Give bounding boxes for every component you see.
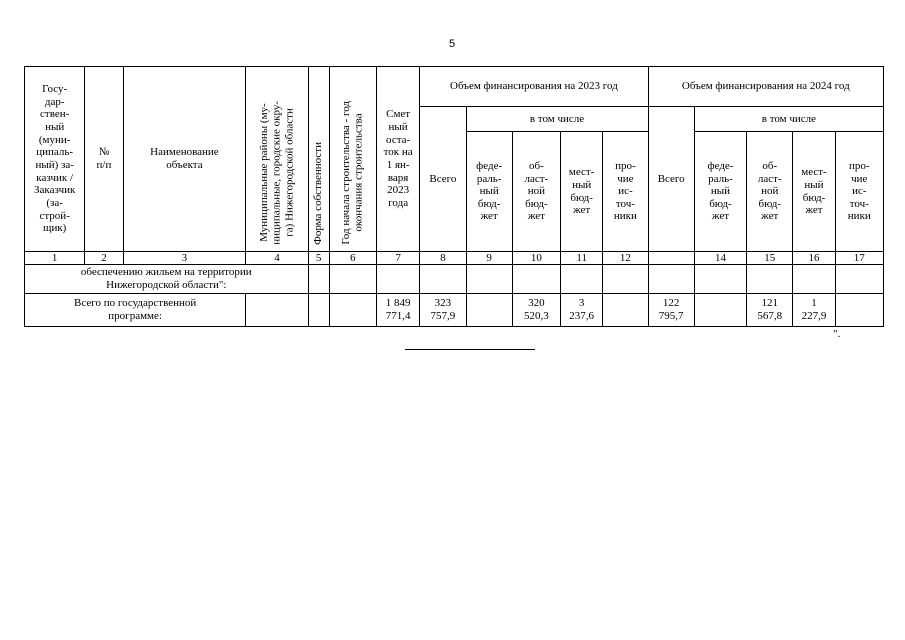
col-num: 11 [561, 252, 603, 265]
header-ownership: Форма собственности [312, 141, 325, 245]
page-number: 5 [448, 38, 456, 50]
col-num: 2 [85, 252, 123, 265]
header-incl-2024: в том числе [694, 107, 883, 132]
col-num: 16 [793, 252, 835, 265]
col-num: 14 [694, 252, 746, 265]
col-num: 5 [308, 252, 329, 265]
table-row-total [25, 294, 884, 327]
header-loc-2023: мест- ный бюд- жет [561, 132, 603, 252]
col-num: 12 [603, 252, 648, 265]
empty-cell [694, 265, 746, 294]
header-fin-2024: Объем финансирования на 2024 год [648, 67, 883, 107]
col-num: 3 [123, 252, 246, 265]
header-customer: Госу- дар- ствен- ный (муни- ципаль- ный) за- казчик / Заказчик (за- строй- щик) [25, 67, 85, 252]
header-years-cell [329, 67, 376, 252]
empty-cell [308, 294, 329, 327]
empty-cell [308, 265, 329, 294]
total-label: Всего по государственной программе: [25, 294, 246, 327]
closing-quote: ". [833, 328, 841, 340]
header-ownership-cell [308, 67, 329, 252]
total-2024: 122 795,7 [648, 294, 694, 327]
empty-cell [603, 265, 648, 294]
header-oth-2023: про- чие ис- точ- ники [603, 132, 648, 252]
header-total-2024: Всего [648, 107, 694, 252]
header-total-2023: Всего [420, 107, 466, 252]
header-districts: Муниципальные районы (му- ниципальные, городские окру- га) Нижегородской области [257, 100, 296, 245]
header-row-groups [25, 67, 884, 107]
continued-text: обеспечению жильем на территории Нижегородской области": [25, 265, 309, 294]
header-districts-cell [246, 67, 308, 252]
total-2023: 323 757,9 [420, 294, 466, 327]
col-num: 7 [377, 252, 420, 265]
empty-cell [466, 265, 512, 294]
empty-cell [512, 265, 560, 294]
col-num: 17 [835, 252, 883, 265]
header-balance: Смет ный оста- ток на 1 ян- варя 2023 года [377, 67, 420, 252]
header-oth-2024: про- чие ис- точ- ники [835, 132, 883, 252]
col-num: 9 [466, 252, 512, 265]
reg-2023: 320 520,3 [512, 294, 560, 327]
header-reg-2023: об- ласт- ной бюд- жет [512, 132, 560, 252]
header-object-name: Наименование объекта [123, 67, 246, 252]
empty-cell [246, 294, 308, 327]
empty-cell [648, 265, 694, 294]
header-fin-2023: Объем финансирования на 2023 год [420, 67, 648, 107]
header-loc-2024: мест- ный бюд- жет [793, 132, 835, 252]
empty-cell [561, 265, 603, 294]
empty-cell [835, 265, 883, 294]
fed-2023 [466, 294, 512, 327]
header-num: № п/п [85, 67, 123, 252]
col-num: 10 [512, 252, 560, 265]
empty-cell [793, 265, 835, 294]
header-years: Год начала строительства - год окончания строительства [340, 100, 365, 245]
header-incl-2023: в том числе [466, 107, 648, 132]
empty-cell [329, 294, 376, 327]
total-balance: 1 849 771,4 [377, 294, 420, 327]
header-reg-2024: об- ласт- ной бюд- жет [747, 132, 793, 252]
col-num [648, 252, 694, 265]
empty-cell [377, 265, 420, 294]
col-num: 6 [329, 252, 376, 265]
oth-2023 [603, 294, 648, 327]
table-row [25, 265, 884, 294]
fed-2024 [694, 294, 746, 327]
col-num: 1 [25, 252, 85, 265]
oth-2024 [835, 294, 883, 327]
col-num: 4 [246, 252, 308, 265]
header-fed-2024: феде- раль- ный бюд- жет [694, 132, 746, 252]
loc-2024: 1 227,9 [793, 294, 835, 327]
separator-line [405, 349, 535, 350]
loc-2023: 3 237,6 [561, 294, 603, 327]
empty-cell [420, 265, 466, 294]
empty-cell [747, 265, 793, 294]
financing-table [24, 66, 884, 327]
col-num: 8 [420, 252, 466, 265]
empty-cell [329, 265, 376, 294]
column-number-row [25, 252, 884, 265]
reg-2024: 121 567,8 [747, 294, 793, 327]
header-fed-2023: феде- раль- ный бюд- жет [466, 132, 512, 252]
col-num: 15 [747, 252, 793, 265]
